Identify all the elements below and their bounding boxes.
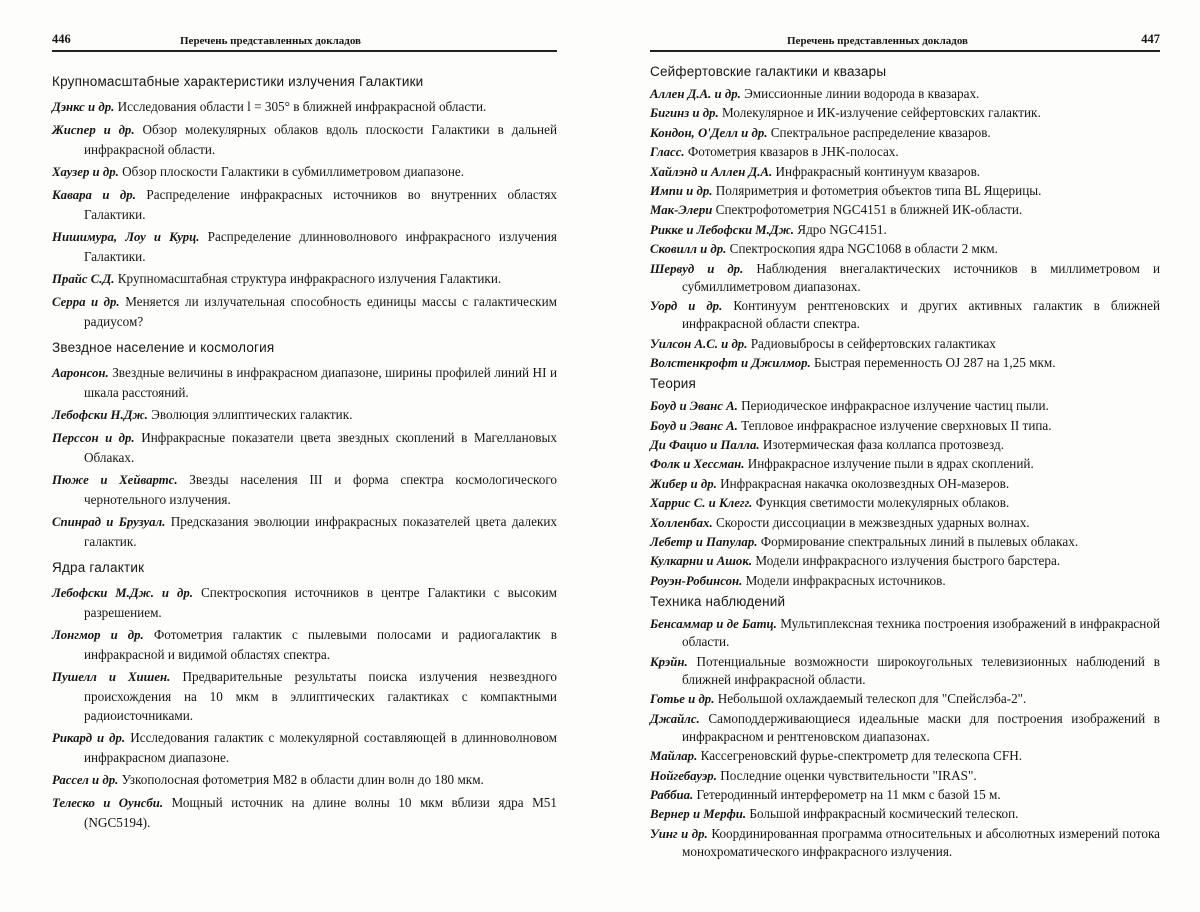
entry-title: Координированная программа относительных и абсолютных измерений потока монохроматического инфракрасного излучения. — [682, 825, 1161, 859]
section-heading: Техника наблюдений — [650, 594, 786, 610]
entry-authors: Рикард и др. — [52, 731, 126, 745]
entry-title: Эмиссионные линии водорода в квазарах. — [744, 86, 980, 101]
entry-title: Инфракрасные показатели цвета звездных скоплений в Магеллановых Облаках. — [84, 430, 557, 465]
report-entry — [650, 221, 1160, 239]
running-head — [650, 30, 1160, 52]
entry-title: Обзор плоскости Галактики в субмиллиметровом диапазоне. — [122, 164, 465, 179]
report-entry — [650, 514, 1160, 532]
entry-authors: Хаузер и др. — [52, 165, 119, 179]
report-entry — [650, 805, 1160, 823]
entry-title: Радиовыбросы в сейфертовских галактиках — [750, 335, 996, 351]
report-entry — [650, 552, 1160, 570]
entry-title: Звездные величины в инфракрасном диапазоне, ширины профилей линий HI и шкала расстояний. — [84, 365, 557, 400]
report-entry — [52, 667, 557, 725]
entry-authors: Уилсон А.С. и др. — [650, 336, 748, 351]
entry-title: Небольшой охлаждаемый телескоп для "Спейслэба-2". — [717, 691, 1027, 707]
report-entry — [650, 494, 1160, 512]
entry-title: Инфракрасная накачка околозвездных OH-мазеров. — [720, 475, 1010, 491]
entry-title: Распределение инфракрасных источников во внутренних областях Галактики. — [84, 187, 557, 222]
entry-title: Модели инфракрасных источников. — [745, 572, 946, 588]
report-entry — [650, 335, 1160, 353]
report-entry — [650, 124, 1160, 142]
entry-title: Узкополосная фотометрия М82 в области длин волн до 180 мкм. — [121, 772, 484, 787]
report-entry — [650, 825, 1160, 861]
entry-title: Последние оценки чувствительности "IRAS". — [720, 767, 977, 783]
entry-title: Скорости диссоциации в межзвездных ударных волнах. — [715, 514, 1030, 530]
entry-authors: Импи и др. — [650, 183, 713, 198]
entry-title: Мультиплексная техника построения изображений в инфракрасной области. — [682, 616, 1160, 650]
entry-authors: Мак-Элери — [650, 203, 713, 218]
entry-authors: Лебетр и Папулар. — [650, 535, 758, 550]
report-entry — [650, 455, 1160, 473]
report-entry — [650, 143, 1160, 161]
report-entry — [650, 653, 1160, 689]
entry-title: Инфракрасный континуум квазаров. — [775, 163, 981, 179]
entry-authors: Волстенкрофт и Джилмор. — [650, 356, 811, 371]
entry-title: Звезды населения III и форма спектра космологического чернотельного излучения. — [84, 472, 558, 507]
entry-title: Эволюция эллиптических галактик. — [151, 407, 353, 422]
section-heading: Ядра галактик — [52, 560, 145, 575]
entry-title: Изотермическая фаза коллапса протозвезд. — [762, 437, 1005, 453]
report-entry — [52, 120, 557, 159]
report-entry — [52, 428, 557, 467]
report-entry — [52, 269, 557, 289]
report-entry — [650, 767, 1160, 785]
entry-authors: Нишимура, Лоу и Курц. — [52, 230, 200, 244]
page-number: 447 — [1141, 32, 1160, 46]
report-entry — [650, 710, 1160, 746]
report-entry — [650, 85, 1160, 103]
entry-authors: Холленбах. — [650, 515, 713, 530]
right-page — [650, 0, 1160, 912]
entry-authors: Крэйн. — [650, 654, 688, 669]
report-entry — [650, 615, 1160, 651]
entry-authors: Сковилл и др. — [650, 242, 727, 257]
entry-authors: Майлар. — [650, 749, 698, 764]
report-entry — [52, 292, 557, 331]
entry-authors: Серра и др. — [52, 295, 120, 309]
entry-authors: Харрис С. и Клегг. — [650, 496, 753, 511]
report-entry — [650, 397, 1160, 415]
section-heading: Теория — [650, 376, 697, 392]
entry-title: Наблюдения внегалактических источников в миллиметровом и субмиллиметровом диапазонах. — [682, 260, 1160, 294]
entry-authors: Пушелл и Хишен. — [52, 670, 171, 684]
entry-title: Периодическое инфракрасное излучение частиц пыли. — [741, 398, 1049, 414]
entry-title: Распределение длинноволнового инфракрасного излучения Галактики. — [84, 229, 557, 264]
entry-authors: Ди Фацио и Палла. — [650, 438, 760, 453]
entry-authors: Кондон, О'Делл и др. — [650, 125, 768, 140]
entry-title: Функция светимости молекулярных облаков. — [755, 495, 1010, 511]
report-entry — [650, 354, 1160, 372]
entry-title: Формирование спектральных линий в пылевых облаках. — [760, 534, 1079, 550]
entry-title: Предсказания эволюции инфракрасных показателей цвета далеких галактик. — [84, 514, 558, 549]
entry-title: Самоподдерживающиеся идеальные маски для построения изображений в инфракрасном и рентгеновском диапазонах. — [682, 710, 1160, 744]
entry-title: Континуум рентгеновских и других активных галактик в ближней инфракрасной области спектра. — [682, 298, 1160, 332]
entry-title: Потенциальные возможности широкоугольных телевизионных наблюдений в ближней инфракрасной области. — [682, 653, 1161, 687]
entry-title: Инфракрасное излучение пыли в ядрах скоплений. — [747, 456, 1034, 472]
entry-authors: Прайс С.Д. — [52, 272, 115, 286]
entry-authors: Боуд и Эванс А. — [650, 399, 738, 414]
report-entry — [52, 728, 557, 767]
entry-authors: Нойгебауэр. — [650, 768, 717, 783]
report-entry — [52, 625, 557, 664]
report-entry — [650, 436, 1160, 454]
entry-authors: Жиспер и др. — [52, 123, 135, 137]
report-entry — [650, 163, 1160, 181]
report-entry — [52, 227, 557, 266]
entry-title: Спектрофотометрия NGC4151 в ближней ИК-области. — [715, 202, 1023, 218]
report-entry — [650, 747, 1160, 765]
entry-title: Ядро NGC4151. — [797, 221, 887, 237]
report-entry — [52, 405, 557, 425]
entry-title: Спектроскопия источников в центре Галактики с высоким разрешением. — [84, 585, 558, 620]
report-entry — [650, 690, 1160, 708]
entry-authors: Боуд и Эванс А. — [650, 418, 738, 433]
report-entry — [52, 793, 557, 832]
entry-authors: Спинрад и Брузуал. — [52, 515, 166, 529]
report-entry — [650, 533, 1160, 551]
entry-title: Фотометрия квазаров в JHK-полосах. — [687, 144, 899, 160]
report-entry — [52, 512, 557, 551]
report-entry — [52, 363, 557, 402]
entry-authors: Лонгмор и др. — [52, 628, 144, 642]
page-content — [650, 64, 1160, 862]
entry-authors: Кавара и др. — [52, 188, 136, 202]
report-entry — [650, 475, 1160, 493]
entry-authors: Готье и др. — [650, 692, 715, 707]
entry-authors: Ааронсон. — [52, 366, 109, 380]
running-head-title: Перечень представленных докладов — [180, 35, 362, 47]
report-entry — [52, 470, 557, 509]
report-entry — [52, 583, 557, 622]
entry-authors: Вернер и Мерфи. — [650, 807, 747, 822]
entry-title: Исследования галактик с молекулярной составляющей в длинноволновом инфракрасном диапазоне. — [84, 730, 557, 765]
entry-authors: Лебофски М.Дж. и др. — [52, 586, 193, 600]
entry-authors: Бигинз и др. — [650, 106, 719, 121]
entry-authors: Уинг и др. — [650, 826, 708, 841]
entry-authors: Уорд и др. — [650, 299, 723, 314]
report-entry — [650, 786, 1160, 804]
report-entry — [52, 185, 557, 224]
report-entry — [650, 572, 1160, 590]
entry-title: Фотометрия галактик с пылевыми полосами и радиогалактик в инфракрасной и видимой областях спектра. — [84, 627, 558, 662]
report-entry — [650, 201, 1160, 219]
entry-authors: Дэнкс и др. — [52, 100, 115, 114]
report-entry — [52, 162, 557, 182]
report-entry — [52, 97, 557, 117]
report-entry — [650, 417, 1160, 435]
entry-title: Мощный источник на длине волны 10 мкм вблизи ядра М51 (NGC5194). — [84, 795, 557, 830]
entry-authors: Шервуд и др. — [650, 261, 744, 276]
entry-authors: Рикке и Лебофски М.Дж. — [650, 222, 794, 237]
report-entry — [650, 297, 1160, 333]
report-entry — [650, 104, 1160, 122]
entry-title: Меняется ли излучательная способность единицы массы с галактическим радиусом? — [84, 294, 557, 329]
section-heading: Звездное население и космология — [52, 340, 275, 355]
left-page — [52, 0, 557, 912]
entry-title: Исследования области l = 305° в ближней инфракрасной области. — [117, 99, 487, 114]
entry-title: Тепловое инфракрасное излучение сверхновых II типа. — [741, 417, 1052, 433]
entry-title: Большой инфракрасный космический телескоп. — [749, 806, 1019, 822]
entry-title: Спектральное распределение квазаров. — [770, 124, 991, 140]
entry-title: Молекулярное и ИК-излучение сейфертовских галактик. — [721, 105, 1041, 121]
page-number: 446 — [52, 32, 71, 46]
running-head — [52, 30, 557, 52]
entry-authors: Телеско и Оунсби. — [52, 796, 164, 810]
section-heading: Сейфертовские галактики и квазары — [650, 64, 887, 79]
report-entry — [52, 770, 557, 790]
entry-title: Спектроскопия ядра NGC1068 в области 2 мкм. — [729, 241, 998, 257]
entry-authors: Хайлэнд и Аллен Д.А. — [650, 164, 773, 179]
entry-title: Крупномасштабная структура инфракрасного излучения Галактики. — [117, 271, 502, 286]
entry-authors: Лебофски Н.Дж. — [52, 408, 148, 422]
entry-authors: Гласс. — [650, 145, 685, 160]
entry-title: Быстрая переменность OJ 287 на 1,25 мкм. — [814, 355, 1056, 371]
section-heading: Крупномасштабные характеристики излучения Галактики — [52, 74, 424, 89]
page-content — [52, 74, 557, 835]
entry-authors: Джайлс. — [650, 711, 700, 726]
entry-title: Поляриметрия и фотометрия объектов типа BL Ящерицы. — [715, 182, 1042, 198]
entry-authors: Пюже и Хейвартс. — [52, 473, 178, 487]
entry-authors: Фолк и Хессман. — [650, 457, 745, 472]
report-entry — [650, 260, 1160, 296]
entry-title: Гетеродинный интерферометр на 11 мкм с базой 15 м. — [696, 786, 1001, 802]
entry-title: Обзор молекулярных облаков вдоль плоскости Галактики в дальней инфракрасной области. — [84, 122, 558, 157]
entry-title: Предварительные результаты поиска излучения незвездного происхождения на 10 мкм в эллиптических галактиках с компактными радиоисточниками. — [84, 669, 557, 723]
entry-title: Модели инфракрасного излучения быстрого барстера. — [755, 553, 1061, 569]
entry-authors: Перссон и др. — [52, 431, 135, 445]
report-entry — [650, 182, 1160, 200]
entry-authors: Аллен Д.А. и др. — [650, 87, 741, 101]
entry-authors: Кулкарни и Ашок. — [650, 554, 753, 569]
entry-authors: Рассел и др. — [52, 773, 119, 787]
entry-authors: Бенсаммар и де Батц. — [650, 617, 777, 632]
entry-title: Кассегреновский фурье-спектрометр для телескопа CFH. — [700, 748, 1023, 764]
report-entry — [650, 240, 1160, 258]
entry-authors: Раббиа. — [650, 787, 694, 802]
running-head-title: Перечень представленных докладов — [787, 35, 969, 47]
entry-authors: Жибер и др. — [650, 476, 717, 491]
entry-authors: Роуэн-Робинсон. — [650, 573, 743, 588]
